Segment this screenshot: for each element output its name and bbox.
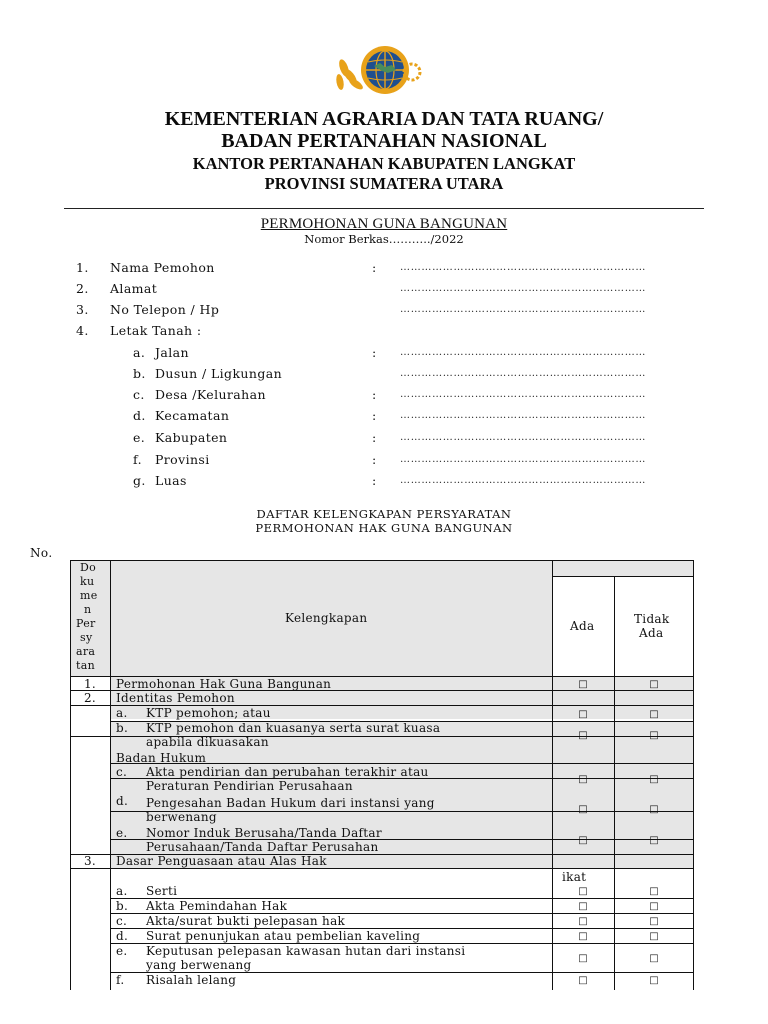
requirement-text: yang berwenang bbox=[146, 958, 252, 972]
checkbox-ada[interactable]: □ bbox=[578, 931, 588, 942]
col-header-dokumen: ku bbox=[80, 575, 95, 588]
field-number: 3. bbox=[76, 302, 89, 317]
requirement-text: Akta/surat bukti pelepasan hak bbox=[146, 914, 346, 928]
col-header-ada: Ada bbox=[570, 619, 595, 633]
subfield-label-kabupaten: Kabupaten bbox=[155, 430, 228, 445]
item-letter: a. bbox=[116, 884, 128, 898]
requirement-text: Peraturan Pendirian Perusahaan bbox=[146, 779, 353, 793]
subfield-label-provinsi: Provinsi bbox=[155, 452, 210, 467]
checkbox-ada[interactable]: □ bbox=[578, 774, 588, 785]
checkbox-tidak-ada[interactable]: □ bbox=[649, 901, 659, 912]
checkbox-tidak-ada[interactable]: □ bbox=[649, 730, 659, 741]
fill-line-jalan[interactable]: …………………………………………………………… bbox=[400, 347, 647, 358]
form-title: PERMOHONAN GUNA BANGUNAN bbox=[260, 216, 508, 232]
row-number: 2. bbox=[84, 691, 97, 705]
field-colon: : bbox=[372, 452, 377, 467]
section-subheading: Badan Hukum bbox=[116, 751, 207, 765]
field-label-alamat: Alamat bbox=[110, 281, 158, 296]
checkbox-ada[interactable]: □ bbox=[578, 953, 588, 964]
item-letter: a. bbox=[116, 706, 128, 720]
checkbox-ada[interactable]: □ bbox=[578, 916, 588, 927]
checkbox-ada[interactable]: □ bbox=[578, 901, 588, 912]
nomor-berkas: Nomor Berkas………../2022 bbox=[304, 232, 464, 246]
item-letter: b. bbox=[116, 721, 129, 735]
requirement-text: Nomor Induk Berusaha/Tanda Daftar bbox=[146, 826, 382, 840]
checkbox-tidak-ada[interactable]: □ bbox=[649, 774, 659, 785]
col-header-dokumen: Do bbox=[80, 561, 97, 574]
checkbox-ada[interactable]: □ bbox=[578, 679, 588, 690]
fill-line-desa[interactable]: …………………………………………………………… bbox=[400, 389, 647, 400]
section-heading: Dasar Penguasaan atau Alas Hak bbox=[116, 854, 327, 868]
checklist-title-1: DAFTAR KELENGKAPAN PERSYARATAN bbox=[256, 507, 512, 521]
fill-line-luas[interactable]: …………………………………………………………… bbox=[400, 475, 647, 486]
field-colon: : bbox=[372, 473, 377, 488]
requirement-text: Serti bbox=[146, 884, 178, 898]
checkbox-ada[interactable]: □ bbox=[578, 975, 588, 986]
requirement-text: Akta pendirian dan perubahan terakhir atau bbox=[146, 765, 429, 779]
subfield-label-luas: Luas bbox=[155, 473, 187, 488]
field-number: 2. bbox=[76, 281, 89, 296]
header-office: KANTOR PERTANAHAN KABUPATEN LANGKAT bbox=[192, 154, 576, 173]
field-number: 1. bbox=[76, 260, 89, 275]
fill-line-dusun[interactable]: …………………………………………………………… bbox=[400, 368, 647, 379]
checkbox-tidak-ada[interactable]: □ bbox=[649, 931, 659, 942]
requirement-text: Surat penunjukan atau pembelian kaveling bbox=[146, 929, 421, 943]
item-letter: b. bbox=[116, 899, 129, 913]
item-letter: d. bbox=[116, 929, 129, 943]
checklist-title-2: PERMOHONAN HAK GUNA BANGUNAN bbox=[255, 521, 513, 535]
checkbox-tidak-ada[interactable]: □ bbox=[649, 953, 659, 964]
subfield-label-desa: Desa /Kelurahan bbox=[155, 387, 266, 402]
col-header-dokumen: sy bbox=[80, 631, 93, 644]
subfield-letter: g. bbox=[133, 473, 146, 488]
requirement-text: Risalah lelang bbox=[146, 973, 237, 987]
bpn-emblem-icon bbox=[330, 42, 440, 98]
col-header-kelengkapan: Kelengkapan bbox=[285, 611, 368, 625]
field-label-letak-tanah: Letak Tanah : bbox=[110, 323, 202, 338]
checkbox-tidak-ada[interactable]: □ bbox=[649, 679, 659, 690]
checkbox-tidak-ada[interactable]: □ bbox=[649, 804, 659, 815]
checkbox-ada[interactable]: □ bbox=[578, 886, 588, 897]
col-header-tidak-ada: Ada bbox=[639, 626, 664, 640]
section-heading: Identitas Pemohon bbox=[116, 691, 235, 705]
checkbox-tidak-ada[interactable]: □ bbox=[649, 975, 659, 986]
col-header-dokumen: ara bbox=[76, 645, 96, 658]
item-letter: e. bbox=[116, 826, 128, 840]
fill-line-telepon[interactable]: …………………………………………………………… bbox=[400, 304, 647, 315]
checkbox-ada[interactable]: □ bbox=[578, 835, 588, 846]
fill-line-kabupaten[interactable]: …………………………………………………………… bbox=[400, 432, 647, 443]
checkbox-tidak-ada[interactable]: □ bbox=[649, 709, 659, 720]
requirement-text: Pengesahan Badan Hukum dari instansi yang bbox=[146, 796, 435, 810]
col-header-dokumen: me bbox=[80, 589, 98, 602]
field-colon: : bbox=[372, 408, 377, 423]
checkbox-ada[interactable]: □ bbox=[578, 804, 588, 815]
header-ministry: KEMENTERIAN AGRARIA DAN TATA RUANG/ bbox=[164, 108, 604, 130]
subfield-letter: d. bbox=[133, 408, 146, 423]
requirement-text: berwenang bbox=[146, 810, 217, 824]
checkbox-ada[interactable]: □ bbox=[578, 730, 588, 741]
field-colon: : bbox=[372, 345, 377, 360]
item-letter: f. bbox=[116, 973, 125, 987]
field-colon: : bbox=[372, 430, 377, 445]
overflow-text: ikat bbox=[562, 870, 587, 884]
fill-line-kecamatan[interactable]: …………………………………………………………… bbox=[400, 410, 647, 421]
checkbox-tidak-ada[interactable]: □ bbox=[649, 916, 659, 927]
subfield-label-kecamatan: Kecamatan bbox=[155, 408, 230, 423]
item-letter: e. bbox=[116, 944, 128, 958]
requirement-text: KTP pemohon dan kuasanya serta surat kuasa bbox=[146, 721, 441, 735]
subfield-letter: b. bbox=[133, 366, 146, 381]
row-number: 3. bbox=[84, 854, 97, 868]
checkbox-tidak-ada[interactable]: □ bbox=[649, 886, 659, 897]
field-colon: : bbox=[372, 387, 377, 402]
item-letter: c. bbox=[116, 765, 128, 779]
requirements-table bbox=[70, 560, 694, 990]
col-header-dokumen: tan bbox=[76, 659, 95, 672]
field-colon: : bbox=[372, 260, 377, 275]
header-province: PROVINSI SUMATERA UTARA bbox=[264, 174, 504, 193]
requirement-text: KTP pemohon; atau bbox=[146, 706, 271, 720]
fill-line-alamat[interactable]: …………………………………………………………… bbox=[400, 283, 647, 294]
item-letter: c. bbox=[116, 914, 128, 928]
agency-logo bbox=[330, 42, 440, 98]
field-label-nama: Nama Pemohon bbox=[110, 260, 215, 275]
field-number: 4. bbox=[76, 323, 89, 338]
requirement-text: Permohonan Hak Guna Bangunan bbox=[116, 677, 332, 691]
requirement-text: Keputusan pelepasan kawasan hutan dari instansi bbox=[146, 944, 466, 958]
no-label: No. bbox=[30, 546, 53, 560]
checkbox-ada[interactable]: □ bbox=[578, 709, 588, 720]
header-agency: BADAN PERTANAHAN NASIONAL bbox=[221, 130, 547, 152]
requirement-text: Perusahaan/Tanda Daftar Perusahan bbox=[146, 840, 379, 854]
item-letter: d. bbox=[116, 794, 129, 808]
subfield-label-jalan: Jalan bbox=[155, 345, 189, 360]
field-label-telepon: No Telepon / Hp bbox=[110, 302, 220, 317]
subfield-label-dusun: Dusun / Ligkungan bbox=[155, 366, 283, 381]
requirement-text: Akta Pemindahan Hak bbox=[146, 899, 288, 913]
col-header-dokumen: Per bbox=[76, 617, 96, 630]
fill-line-provinsi[interactable]: …………………………………………………………… bbox=[400, 454, 647, 465]
col-header-dokumen: n bbox=[84, 603, 92, 616]
fill-line-nama[interactable]: …………………………………………………………… bbox=[400, 262, 647, 273]
subfield-letter: c. bbox=[133, 387, 145, 402]
header-divider bbox=[64, 208, 704, 209]
subfield-letter: a. bbox=[133, 345, 146, 360]
row-number: 1. bbox=[84, 677, 97, 691]
checkbox-tidak-ada[interactable]: □ bbox=[649, 835, 659, 846]
subfield-letter: f. bbox=[133, 452, 142, 467]
col-header-tidak-ada: Tidak bbox=[634, 612, 670, 626]
requirement-text: apabila dikuasakan bbox=[146, 735, 269, 749]
subfield-letter: e. bbox=[133, 430, 146, 445]
